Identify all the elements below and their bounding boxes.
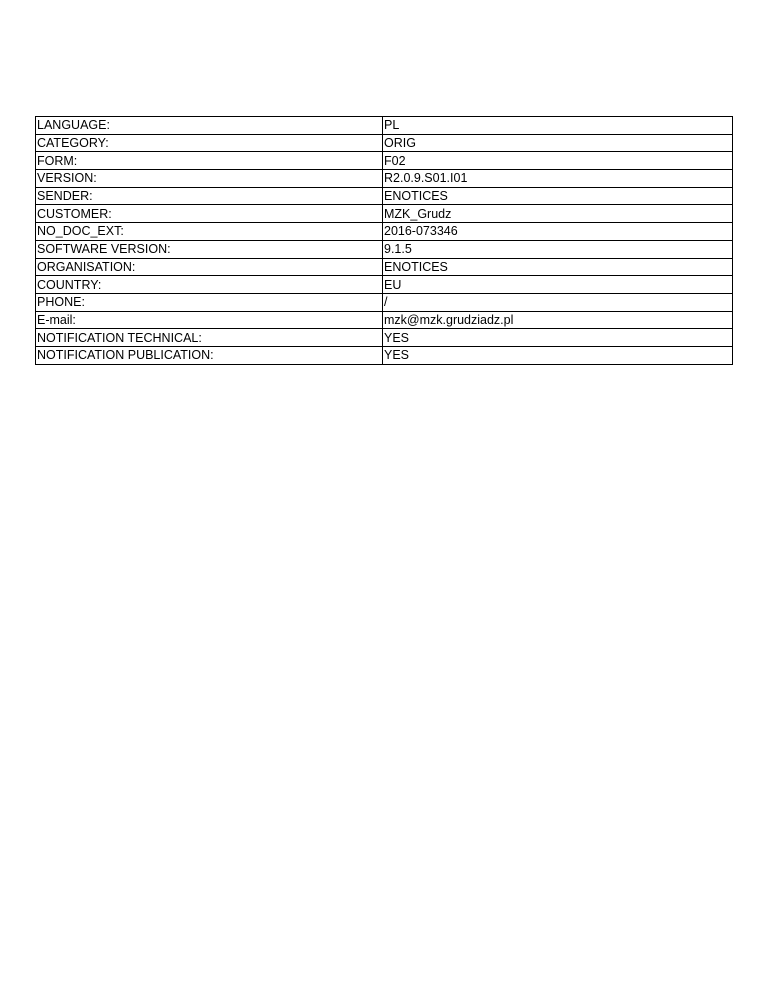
customer-value: MZK_Grudz: [383, 205, 733, 223]
notification-publication-label: NOTIFICATION PUBLICATION:: [36, 346, 383, 364]
no-doc-ext-label: NO_DOC_EXT:: [36, 223, 383, 241]
table-row-software-version: [36, 240, 733, 258]
table-row-country: [36, 276, 733, 294]
organisation-value: ENOTICES: [383, 258, 733, 276]
notification-publication-value: YES: [383, 346, 733, 364]
category-value: ORIG: [383, 134, 733, 152]
sender-value: ENOTICES: [383, 187, 733, 205]
phone-value: /: [383, 293, 733, 311]
country-label: COUNTRY:: [36, 276, 383, 294]
table-row-category: [36, 134, 733, 152]
table-row-customer: [36, 205, 733, 223]
notification-technical-value: YES: [383, 329, 733, 347]
no-doc-ext-value: 2016-073346: [383, 223, 733, 241]
table-row-email: [36, 311, 733, 329]
software-version-value: 9.1.5: [383, 240, 733, 258]
table-row-sender: [36, 187, 733, 205]
table-row-organisation: [36, 258, 733, 276]
table-row-phone: [36, 293, 733, 311]
table-row-version: [36, 170, 733, 188]
form-label: FORM:: [36, 152, 383, 170]
notice-metadata-table: [35, 116, 733, 365]
country-value: EU: [383, 276, 733, 294]
language-value: PL: [383, 117, 733, 135]
organisation-label: ORGANISATION:: [36, 258, 383, 276]
version-label: VERSION:: [36, 170, 383, 188]
customer-label: CUSTOMER:: [36, 205, 383, 223]
notification-technical-label: NOTIFICATION TECHNICAL:: [36, 329, 383, 347]
language-label: LANGUAGE:: [36, 117, 383, 135]
notice-metadata-body: [36, 117, 733, 365]
table-row-notification-technical: [36, 329, 733, 347]
sender-label: SENDER:: [36, 187, 383, 205]
email-label: E-mail:: [36, 311, 383, 329]
category-label: CATEGORY:: [36, 134, 383, 152]
table-row-form: [36, 152, 733, 170]
software-version-label: SOFTWARE VERSION:: [36, 240, 383, 258]
email-value: mzk@mzk.grudziadz.pl: [383, 311, 733, 329]
table-row-notification-publication: [36, 346, 733, 364]
table-row-language: [36, 117, 733, 135]
version-value: R2.0.9.S01.I01: [383, 170, 733, 188]
form-value: F02: [383, 152, 733, 170]
phone-label: PHONE:: [36, 293, 383, 311]
table-row-no-doc-ext: [36, 223, 733, 241]
